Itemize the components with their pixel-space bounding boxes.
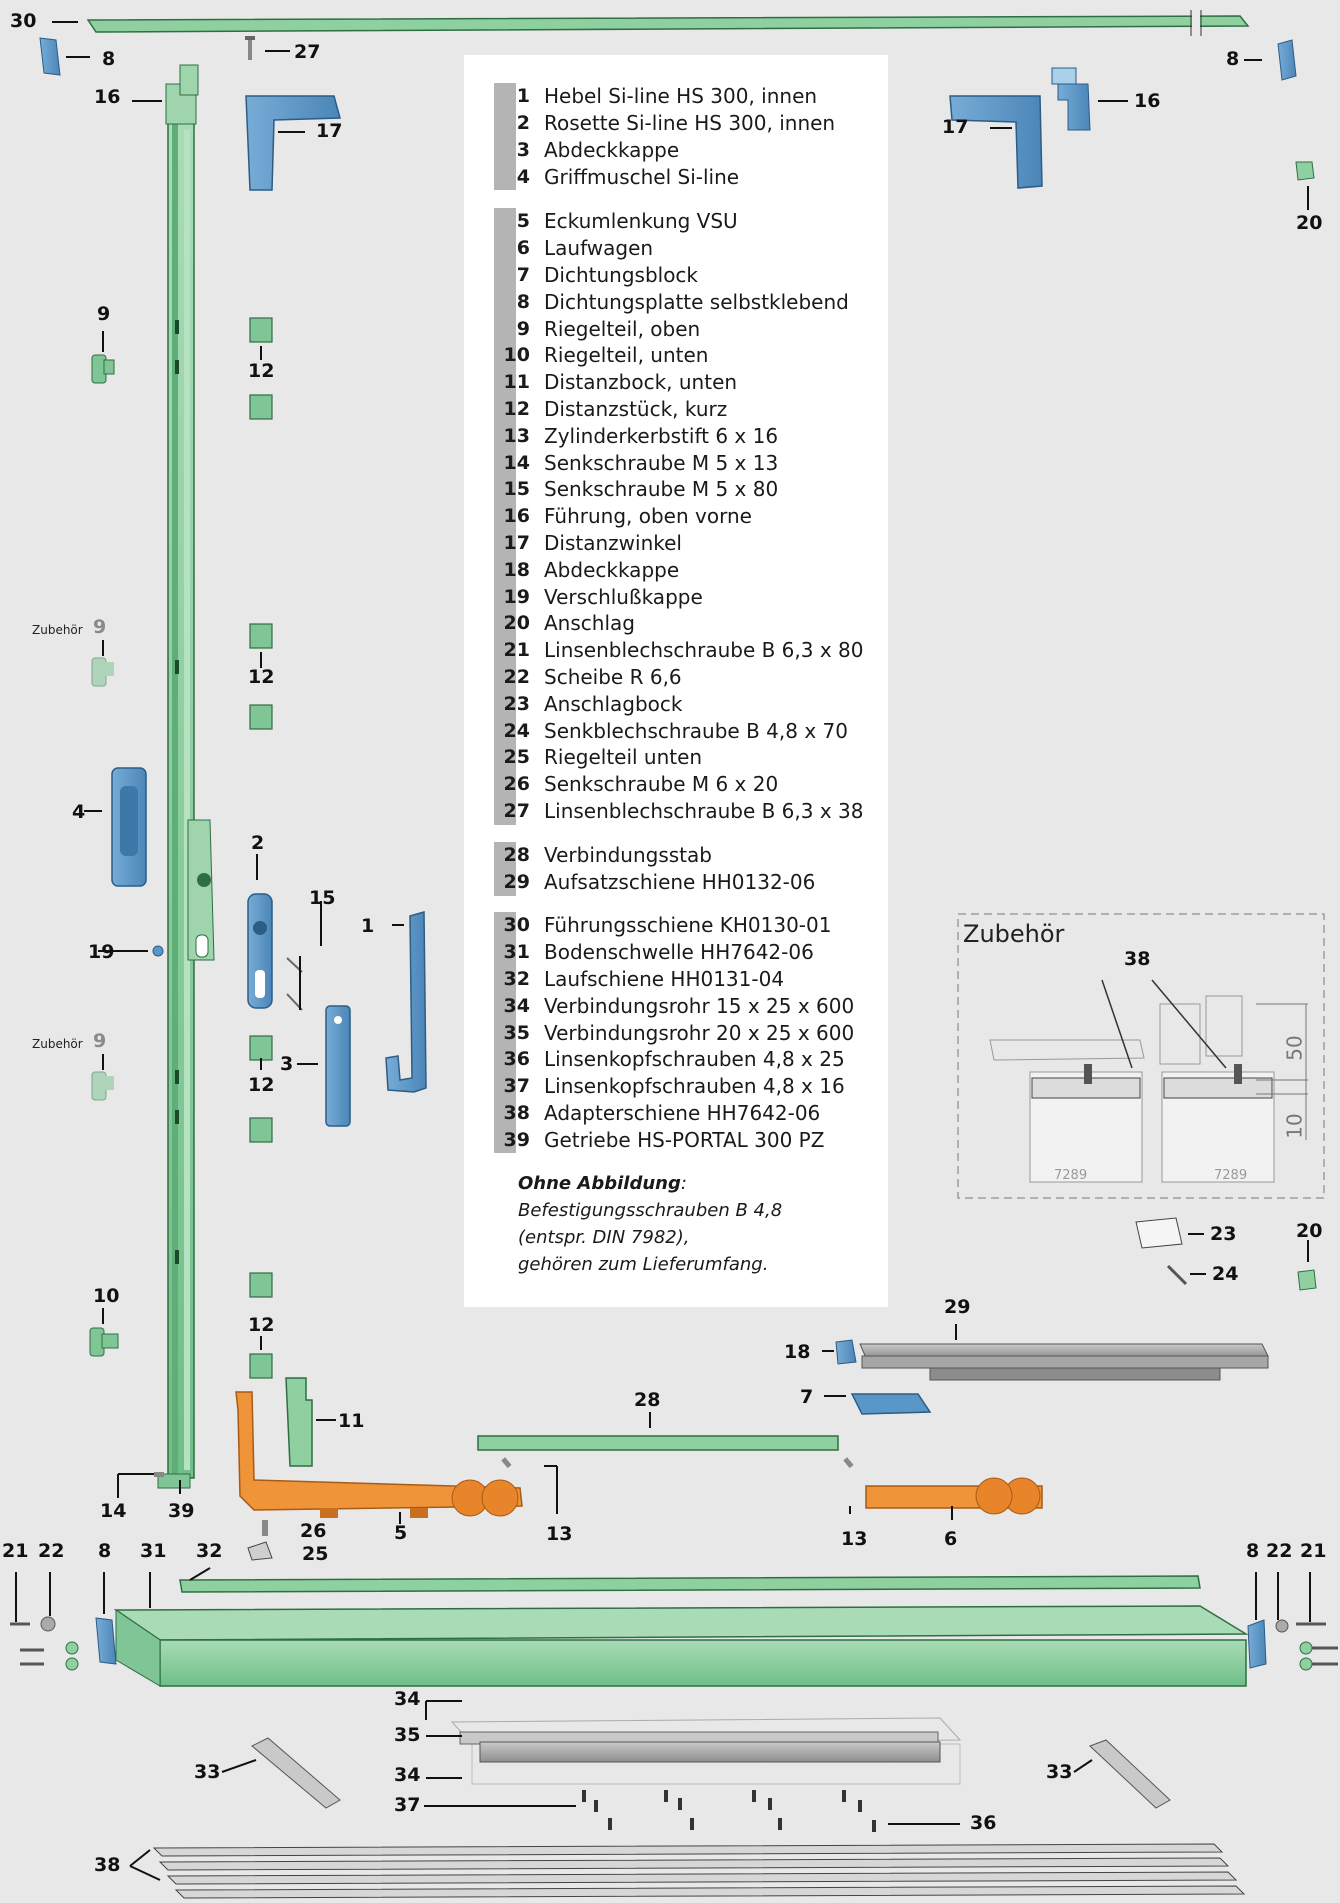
callout-13-left: 13 xyxy=(546,1523,573,1545)
legend-item-number: 31 xyxy=(503,941,530,964)
legend-item-label: Verbindungsrohr 20 x 25 x 600 xyxy=(544,1020,855,1045)
legend-item-label: Dichtungsblock xyxy=(544,262,699,287)
callout-17-right: 17 xyxy=(942,116,969,138)
legend-item-label: Verschlußkappe xyxy=(544,584,703,609)
legend-item-number: 29 xyxy=(503,871,530,894)
legend-item-label: Distanzstück, kurz xyxy=(544,396,728,421)
callout-11: 11 xyxy=(338,1410,365,1432)
legend-item-label: Linsenblechschraube B 6,3 x 80 xyxy=(544,638,864,663)
legend-item xyxy=(494,163,835,190)
legend-group-1 xyxy=(494,83,835,190)
connecting-tubes xyxy=(452,1718,960,1784)
callout-12-d: 12 xyxy=(248,1314,275,1336)
legend-item xyxy=(494,869,815,896)
legend-item-label: Rosette Si-line HS 300, innen xyxy=(544,111,836,136)
legend-item xyxy=(494,235,864,262)
legend-item-label: Bodenschwelle HH7642-06 xyxy=(544,940,814,965)
legend-item-number: 39 xyxy=(503,1128,530,1151)
legend-item-number: 11 xyxy=(503,371,530,394)
legend-item-number: 34 xyxy=(503,994,530,1017)
legend-item-number: 25 xyxy=(503,746,530,769)
callout-6: 6 xyxy=(944,1528,958,1550)
callout-13-right: 13 xyxy=(841,1528,868,1550)
threshold-31 xyxy=(116,1606,1246,1686)
legend-item xyxy=(494,83,835,110)
corner-drive-5 xyxy=(236,1392,522,1518)
callout-31: 31 xyxy=(140,1540,167,1562)
legend-item xyxy=(494,610,864,637)
legend-group-4 xyxy=(494,912,854,1153)
legend-item-number: 15 xyxy=(503,478,530,501)
legend-item-label: Führungsschiene KH0130-01 xyxy=(544,913,832,938)
callout-34-top: 34 xyxy=(394,1688,421,1710)
pin-13-left xyxy=(501,1457,511,1468)
legend-item-label: Laufschiene HH0131-04 xyxy=(544,966,785,991)
legend-item-label: Riegelteil, unten xyxy=(544,343,709,368)
callout-33-left: 33 xyxy=(194,1761,221,1783)
legend-item xyxy=(494,369,864,396)
callout-3: 3 xyxy=(280,1053,294,1075)
legend-item-number: 1 xyxy=(516,85,530,108)
callout-38-bottom: 38 xyxy=(94,1854,121,1876)
legend-item-label: Führung, oben vorne xyxy=(544,504,752,529)
legend-item xyxy=(494,503,864,530)
legend-item-label: Distanzbock, unten xyxy=(544,370,738,395)
dimension-10: 10 xyxy=(1282,1113,1307,1139)
legend-item xyxy=(494,110,835,137)
legend-item-label: Griffmuschel Si-line xyxy=(544,164,740,189)
stop-block-23 xyxy=(1136,1218,1182,1248)
callout-2: 2 xyxy=(251,832,265,854)
screws-washers-right xyxy=(1276,1620,1338,1670)
callout-34-bottom: 34 xyxy=(394,1764,421,1786)
callout-9-accessory-1: 9 xyxy=(93,616,107,638)
cap-19 xyxy=(153,946,163,956)
callout-4: 4 xyxy=(72,801,86,823)
lever-1 xyxy=(386,912,426,1092)
legend-item xyxy=(494,690,864,717)
stop-top xyxy=(1296,162,1314,180)
callout-20-top: 20 xyxy=(1296,212,1323,234)
legend-item xyxy=(494,422,864,449)
legend-item xyxy=(494,798,864,825)
legend-item-number: 35 xyxy=(503,1021,530,1044)
seal-plate-top-left xyxy=(40,38,60,75)
bolt-accessory-2 xyxy=(92,1072,114,1100)
legend-item xyxy=(494,637,864,664)
legend-item-number: 36 xyxy=(503,1048,530,1071)
legend-item xyxy=(494,1046,854,1073)
legend-item xyxy=(494,717,864,744)
legend-item xyxy=(494,1019,854,1046)
rosette-2 xyxy=(248,894,272,1008)
note-line-3: gehören zum Lieferumfang. xyxy=(518,1254,769,1275)
profile-code-left: 7289 xyxy=(1054,1168,1088,1183)
legend-item xyxy=(494,137,835,164)
legend-item-label: Scheibe R 6,6 xyxy=(544,664,682,689)
legend-item xyxy=(494,1073,854,1100)
seal-plate-bottom-right xyxy=(1248,1620,1266,1668)
callout-30: 30 xyxy=(10,10,37,32)
legend-item xyxy=(494,556,864,583)
callout-12-c: 12 xyxy=(248,1074,275,1096)
callout-8-bottom-right: 8 xyxy=(1246,1540,1260,1562)
screw-24 xyxy=(1168,1266,1186,1284)
legend-item xyxy=(494,530,864,557)
callout-15: 15 xyxy=(309,887,336,909)
note-without-illustration xyxy=(518,1170,782,1278)
legend-item-number: 16 xyxy=(503,505,530,528)
callout-28: 28 xyxy=(634,1389,661,1411)
callout-38-accessory: 38 xyxy=(1124,948,1151,970)
legend-item-label: Abdeckkappe xyxy=(544,557,680,582)
legend-item-label: Adapterschiene HH7642-06 xyxy=(544,1100,821,1125)
legend-item-label: Senkschraube M 5 x 13 xyxy=(544,450,779,475)
callout-16-left: 16 xyxy=(94,86,121,108)
legend-group-2 xyxy=(494,208,864,824)
legend-item xyxy=(494,315,864,342)
legend-item-number: 24 xyxy=(503,719,530,742)
legend-item xyxy=(494,476,864,503)
legend-item-label: Verbindungsrohr 15 x 25 x 600 xyxy=(544,993,855,1018)
note-line-2: (entspr. DIN 7982), xyxy=(518,1227,690,1248)
bolt-bottom-10 xyxy=(90,1328,118,1356)
legend-item-number: 21 xyxy=(503,639,530,662)
accessory-label-2: Zubehör xyxy=(32,1037,83,1051)
callout-22-right: 22 xyxy=(1266,1540,1293,1562)
legend-item-label: Linsenblechschraube B 6,3 x 38 xyxy=(544,798,864,823)
legend-item-label: Anschlag xyxy=(544,611,635,636)
legend-item xyxy=(494,744,864,771)
legend-item xyxy=(494,1100,854,1127)
screws-washers-left xyxy=(10,1617,78,1670)
legend-item-number: 20 xyxy=(503,612,530,635)
callout-18: 18 xyxy=(784,1341,811,1363)
distance-angle-left xyxy=(246,96,343,190)
legend-item-number: 13 xyxy=(503,424,530,447)
top-guide-left xyxy=(180,65,198,95)
legend-item-number: 9 xyxy=(516,317,530,340)
distance-angle-right xyxy=(950,96,1042,188)
callout-37: 37 xyxy=(394,1794,421,1816)
callout-21-right: 21 xyxy=(1300,1540,1327,1562)
bolt-top-9 xyxy=(92,355,114,383)
legend-item xyxy=(494,1126,854,1153)
seal-block-7 xyxy=(852,1394,930,1414)
screw-14 xyxy=(154,1472,164,1477)
legend-item-number: 23 xyxy=(503,692,530,715)
top-guide-rail xyxy=(88,10,1248,36)
legend-item-label: Riegelteil unten xyxy=(544,745,703,770)
legend-item-number: 14 xyxy=(503,451,530,474)
handle-recess-4 xyxy=(112,768,146,886)
callout-26: 26 xyxy=(300,1520,327,1542)
callout-10: 10 xyxy=(93,1285,120,1307)
legend-item xyxy=(494,262,864,289)
callout-27: 27 xyxy=(294,41,321,63)
legend-item-label: Aufsatzschiene HH0132-06 xyxy=(544,870,816,895)
legend-item-label: Senkschraube M 6 x 20 xyxy=(544,772,779,797)
legend-item-label: Getriebe HS-PORTAL 300 PZ xyxy=(544,1127,825,1152)
legend-item-number: 38 xyxy=(503,1101,530,1124)
legend-item-label: Senkschraube M 5 x 80 xyxy=(544,477,779,502)
vertical-sash-bar xyxy=(158,65,214,1488)
legend-item xyxy=(494,992,854,1019)
bracket-33-right xyxy=(1090,1740,1170,1808)
legend-item-number: 5 xyxy=(516,210,530,233)
callout-32: 32 xyxy=(196,1540,223,1562)
legend-item xyxy=(494,583,864,610)
legend-item-number: 7 xyxy=(516,263,530,286)
callout-16-right: 16 xyxy=(1134,90,1161,112)
legend-item-number: 22 xyxy=(503,665,530,688)
callout-5: 5 xyxy=(394,1522,408,1544)
legend-item-number: 27 xyxy=(503,799,530,822)
callout-19: 19 xyxy=(88,941,115,963)
callout-1: 1 xyxy=(361,915,375,937)
callout-25: 25 xyxy=(302,1543,329,1565)
callout-39: 39 xyxy=(168,1500,195,1522)
legend-item xyxy=(494,664,864,691)
screw-27 xyxy=(245,36,255,60)
legend-item-number: 12 xyxy=(503,397,530,420)
callout-20-bottom: 20 xyxy=(1296,1220,1323,1242)
legend-item-number: 3 xyxy=(516,138,530,161)
legend-item-label: Abdeckkappe xyxy=(544,137,680,162)
seal-plate-bottom-left xyxy=(96,1618,116,1664)
callout-17-left: 17 xyxy=(316,120,343,142)
bolt-accessory-1 xyxy=(92,658,114,686)
legend-item-label: Linsenkopfschrauben 4,8 x 25 xyxy=(544,1047,845,1072)
seal-plate-top-right xyxy=(1278,40,1296,80)
legend-item xyxy=(494,842,815,869)
legend-item-label: Dichtungsplatte selbstklebend xyxy=(544,289,849,314)
running-rail-32 xyxy=(180,1576,1200,1592)
legend-item-number: 30 xyxy=(503,914,530,937)
legend-item xyxy=(494,342,864,369)
legend-item-label: Eckumlenkung VSU xyxy=(544,209,738,234)
top-guide-right xyxy=(1052,68,1090,130)
legend-item-number: 19 xyxy=(503,585,530,608)
callout-36: 36 xyxy=(970,1812,997,1834)
legend-item-number: 10 xyxy=(503,344,530,367)
legend-item-label: Anschlagbock xyxy=(544,691,683,716)
legend-item-label: Distanzwinkel xyxy=(544,530,682,555)
note-colon: : xyxy=(680,1173,687,1194)
connecting-rod-28 xyxy=(478,1436,838,1450)
legend-item-number: 37 xyxy=(503,1075,530,1098)
legend-item-label: Hebel Si-line HS 300, innen xyxy=(544,84,818,109)
callout-21-left: 21 xyxy=(2,1540,29,1562)
callout-22-left: 22 xyxy=(38,1540,65,1562)
callout-9-top: 9 xyxy=(97,303,111,325)
legend-item-number: 17 xyxy=(503,531,530,554)
legend-item-label: Senkblechschraube B 4,8 x 70 xyxy=(544,718,848,743)
callout-9-accessory-2: 9 xyxy=(93,1030,107,1052)
legend-item xyxy=(494,771,864,798)
adapter-rails-38 xyxy=(154,1844,1244,1898)
carriage-6 xyxy=(866,1478,1042,1514)
legend-item-number: 4 xyxy=(516,165,530,188)
legend-item-label: Zylinderkerbstift 6 x 16 xyxy=(544,423,779,448)
callout-8-top-right: 8 xyxy=(1226,48,1240,70)
callout-24: 24 xyxy=(1212,1263,1239,1285)
profile-code-right: 7289 xyxy=(1214,1168,1248,1183)
bracket-33-left xyxy=(252,1738,340,1808)
distance-block-11 xyxy=(286,1378,312,1466)
callout-12-b: 12 xyxy=(248,666,275,688)
legend-item-number: 26 xyxy=(503,773,530,796)
legend-group-3 xyxy=(494,842,815,896)
legend-item-number: 32 xyxy=(503,967,530,990)
callout-14: 14 xyxy=(100,1500,127,1522)
callout-33-right: 33 xyxy=(1046,1761,1073,1783)
legend-item-label: Linsenkopfschrauben 4,8 x 16 xyxy=(544,1074,845,1099)
legend-item xyxy=(494,288,864,315)
cover-cap-18 xyxy=(836,1340,856,1364)
dimension-50: 50 xyxy=(1282,1035,1307,1061)
legend-item xyxy=(494,396,864,423)
callout-35: 35 xyxy=(394,1724,421,1746)
accessory-label-1: Zubehör xyxy=(32,623,83,637)
pin-13-right xyxy=(843,1457,853,1468)
bolt-part-25 xyxy=(248,1542,272,1560)
legend-item-label: Riegelteil, oben xyxy=(544,316,701,341)
callout-12-a: 12 xyxy=(248,360,275,382)
stop-bottom xyxy=(1298,1270,1316,1290)
legend-item xyxy=(494,966,854,993)
legend-item-number: 18 xyxy=(503,558,530,581)
parts-legend xyxy=(464,55,888,1307)
callout-23: 23 xyxy=(1210,1223,1237,1245)
cover-cap-3 xyxy=(326,1006,350,1126)
legend-item-number: 6 xyxy=(516,237,530,260)
callout-29: 29 xyxy=(944,1296,971,1318)
legend-item xyxy=(494,939,854,966)
accessory-title: Zubehör xyxy=(963,920,1065,948)
attachment-rail-29 xyxy=(860,1344,1268,1380)
screw-26 xyxy=(262,1520,268,1536)
legend-item xyxy=(494,912,854,939)
callout-7: 7 xyxy=(800,1386,814,1408)
legend-item xyxy=(494,449,864,476)
note-line-1: Befestigungsschrauben B 4,8 xyxy=(518,1200,783,1221)
legend-item xyxy=(494,208,864,235)
legend-item-label: Verbindungsstab xyxy=(544,843,712,868)
legend-item-number: 28 xyxy=(503,844,530,867)
callout-8-top-left: 8 xyxy=(102,48,116,70)
legend-item-number: 2 xyxy=(516,112,530,135)
legend-item-number: 8 xyxy=(516,290,530,313)
note-heading: Ohne Abbildung xyxy=(518,1173,681,1194)
callout-8-bottom-left: 8 xyxy=(98,1540,112,1562)
legend-item-label: Laufwagen xyxy=(544,236,654,261)
screws-36-37 xyxy=(582,1790,876,1832)
